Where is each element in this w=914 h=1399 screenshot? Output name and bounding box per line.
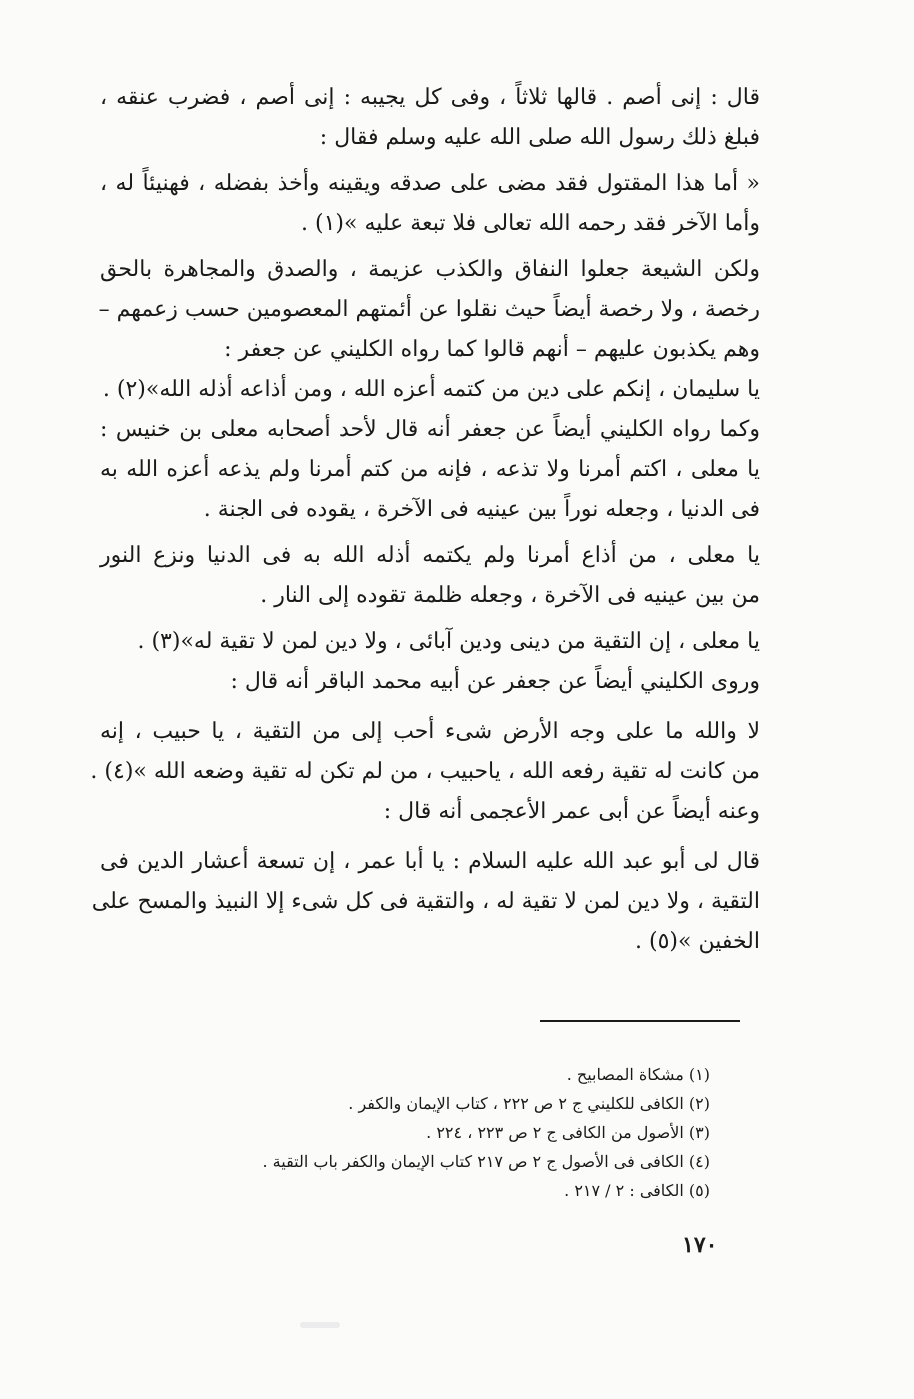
text-line: قال لى أبو عبد الله عليه السلام : يا أبا عمر ، إن تسعة أعشار الدين فى [100,849,760,874]
text-line: وأما الآخر فقد رحمه الله تعالى فلا تبعة عليه »(١) . [301,211,760,236]
text-line: فى الدنيا ، وجعله نوراً بين عينيه فى الآخرة ، يقوده فى الجنة . [203,497,760,522]
footnote: (١) مشكاة المصابيح . [566,1065,710,1084]
text-line: وروى الكليني أيضاً عن جعفر عن أبيه محمد الباقر أنه قال : [230,669,760,694]
text-line: يا معلى ، اكتم أمرنا ولا تذعه ، فإنه من كتم أمرنا ولم يذعه أعزه الله به [100,457,760,482]
footnote: (٣) الأصول من الكافى ج ٢ ص ٢٢٣ ، ٢٢٤ . [426,1123,710,1142]
footnotes [180,1060,710,1205]
text-line: « أما هذا المقتول فقد مضى على صدقه ويقينه وأخذ بفضله ، فهنيئاً له ، [100,171,760,196]
body-text [90,78,760,962]
page-number: ١٧٠ [682,1232,718,1258]
text-line: وكما رواه الكليني أيضاً عن جعفر أنه قال لأحد أصحابه معلى بن خنيس : [100,417,760,442]
text-line: يا معلى ، من أذاع أمرنا ولم يكتمه أذله الله به فى الدنيا ونزع النور [100,543,760,568]
text-line: يا سليمان ، إنكم على دين من كتمه أعزه الله ، ومن أذاعه أذله الله»(٢) . [102,377,760,402]
text-line: من بين عينيه فى الآخرة ، وجعله ظلمة تقوده إلى النار . [260,583,760,608]
footnote-divider [540,1020,740,1022]
text-line: فبلغ ذلك رسول الله صلى الله عليه وسلم فقال : [319,125,760,150]
text-line: وهم يكذبون عليهم – أنهم قالوا كما رواه الكليني عن جعفر : [224,337,760,362]
text-line: لا والله ما على وجه الأرض شىء أحب إلى من التقية ، يا حبيب ، إنه [100,719,760,744]
text-line: ولكن الشيعة جعلوا النفاق والكذب عزيمة ، والصدق والمجاهرة بالحق [100,257,760,282]
text-line: التقية ، ولا دين لمن لا تقية له ، والتقية فى كل شىء إلا النبيذ والمسح على [91,889,760,914]
footnote: (٥) الكافى : ٢ / ٢١٧ . [564,1181,710,1200]
text-line: يا معلى ، إن التقية من دينى ودين آبائى ، ولا دين لمن لا تقية له»(٣) . [137,629,760,654]
footnote: (٢) الكافى للكليني ج ٢ ص ٢٢٢ ، كتاب الإيمان والكفر . [348,1094,710,1113]
text-line: قال : إنى أصم . قالها ثلاثاً ، وفى كل يجيبه : إنى أصم ، فضرب عنقه ، [100,85,760,110]
scan-smudge [300,1322,340,1328]
footnote: (٤) الكافى فى الأصول ج ٢ ص ٢١٧ كتاب الإيمان والكفر باب التقية . [262,1152,710,1171]
text-line: الخفين »(٥) . [635,929,760,954]
text-line: وعنه أيضاً عن أبى عمر الأعجمى أنه قال : [383,799,760,824]
text-line: رخصة ، ولا رخصة أيضاً حيث نقلوا عن أئمتهم المعصومين حسب زعمهم – [98,297,760,322]
text-line: من كانت له تقية رفعه الله ، ياحبيب ، من لم تكن له تقية وضعه الله »(٤) . [90,759,760,784]
